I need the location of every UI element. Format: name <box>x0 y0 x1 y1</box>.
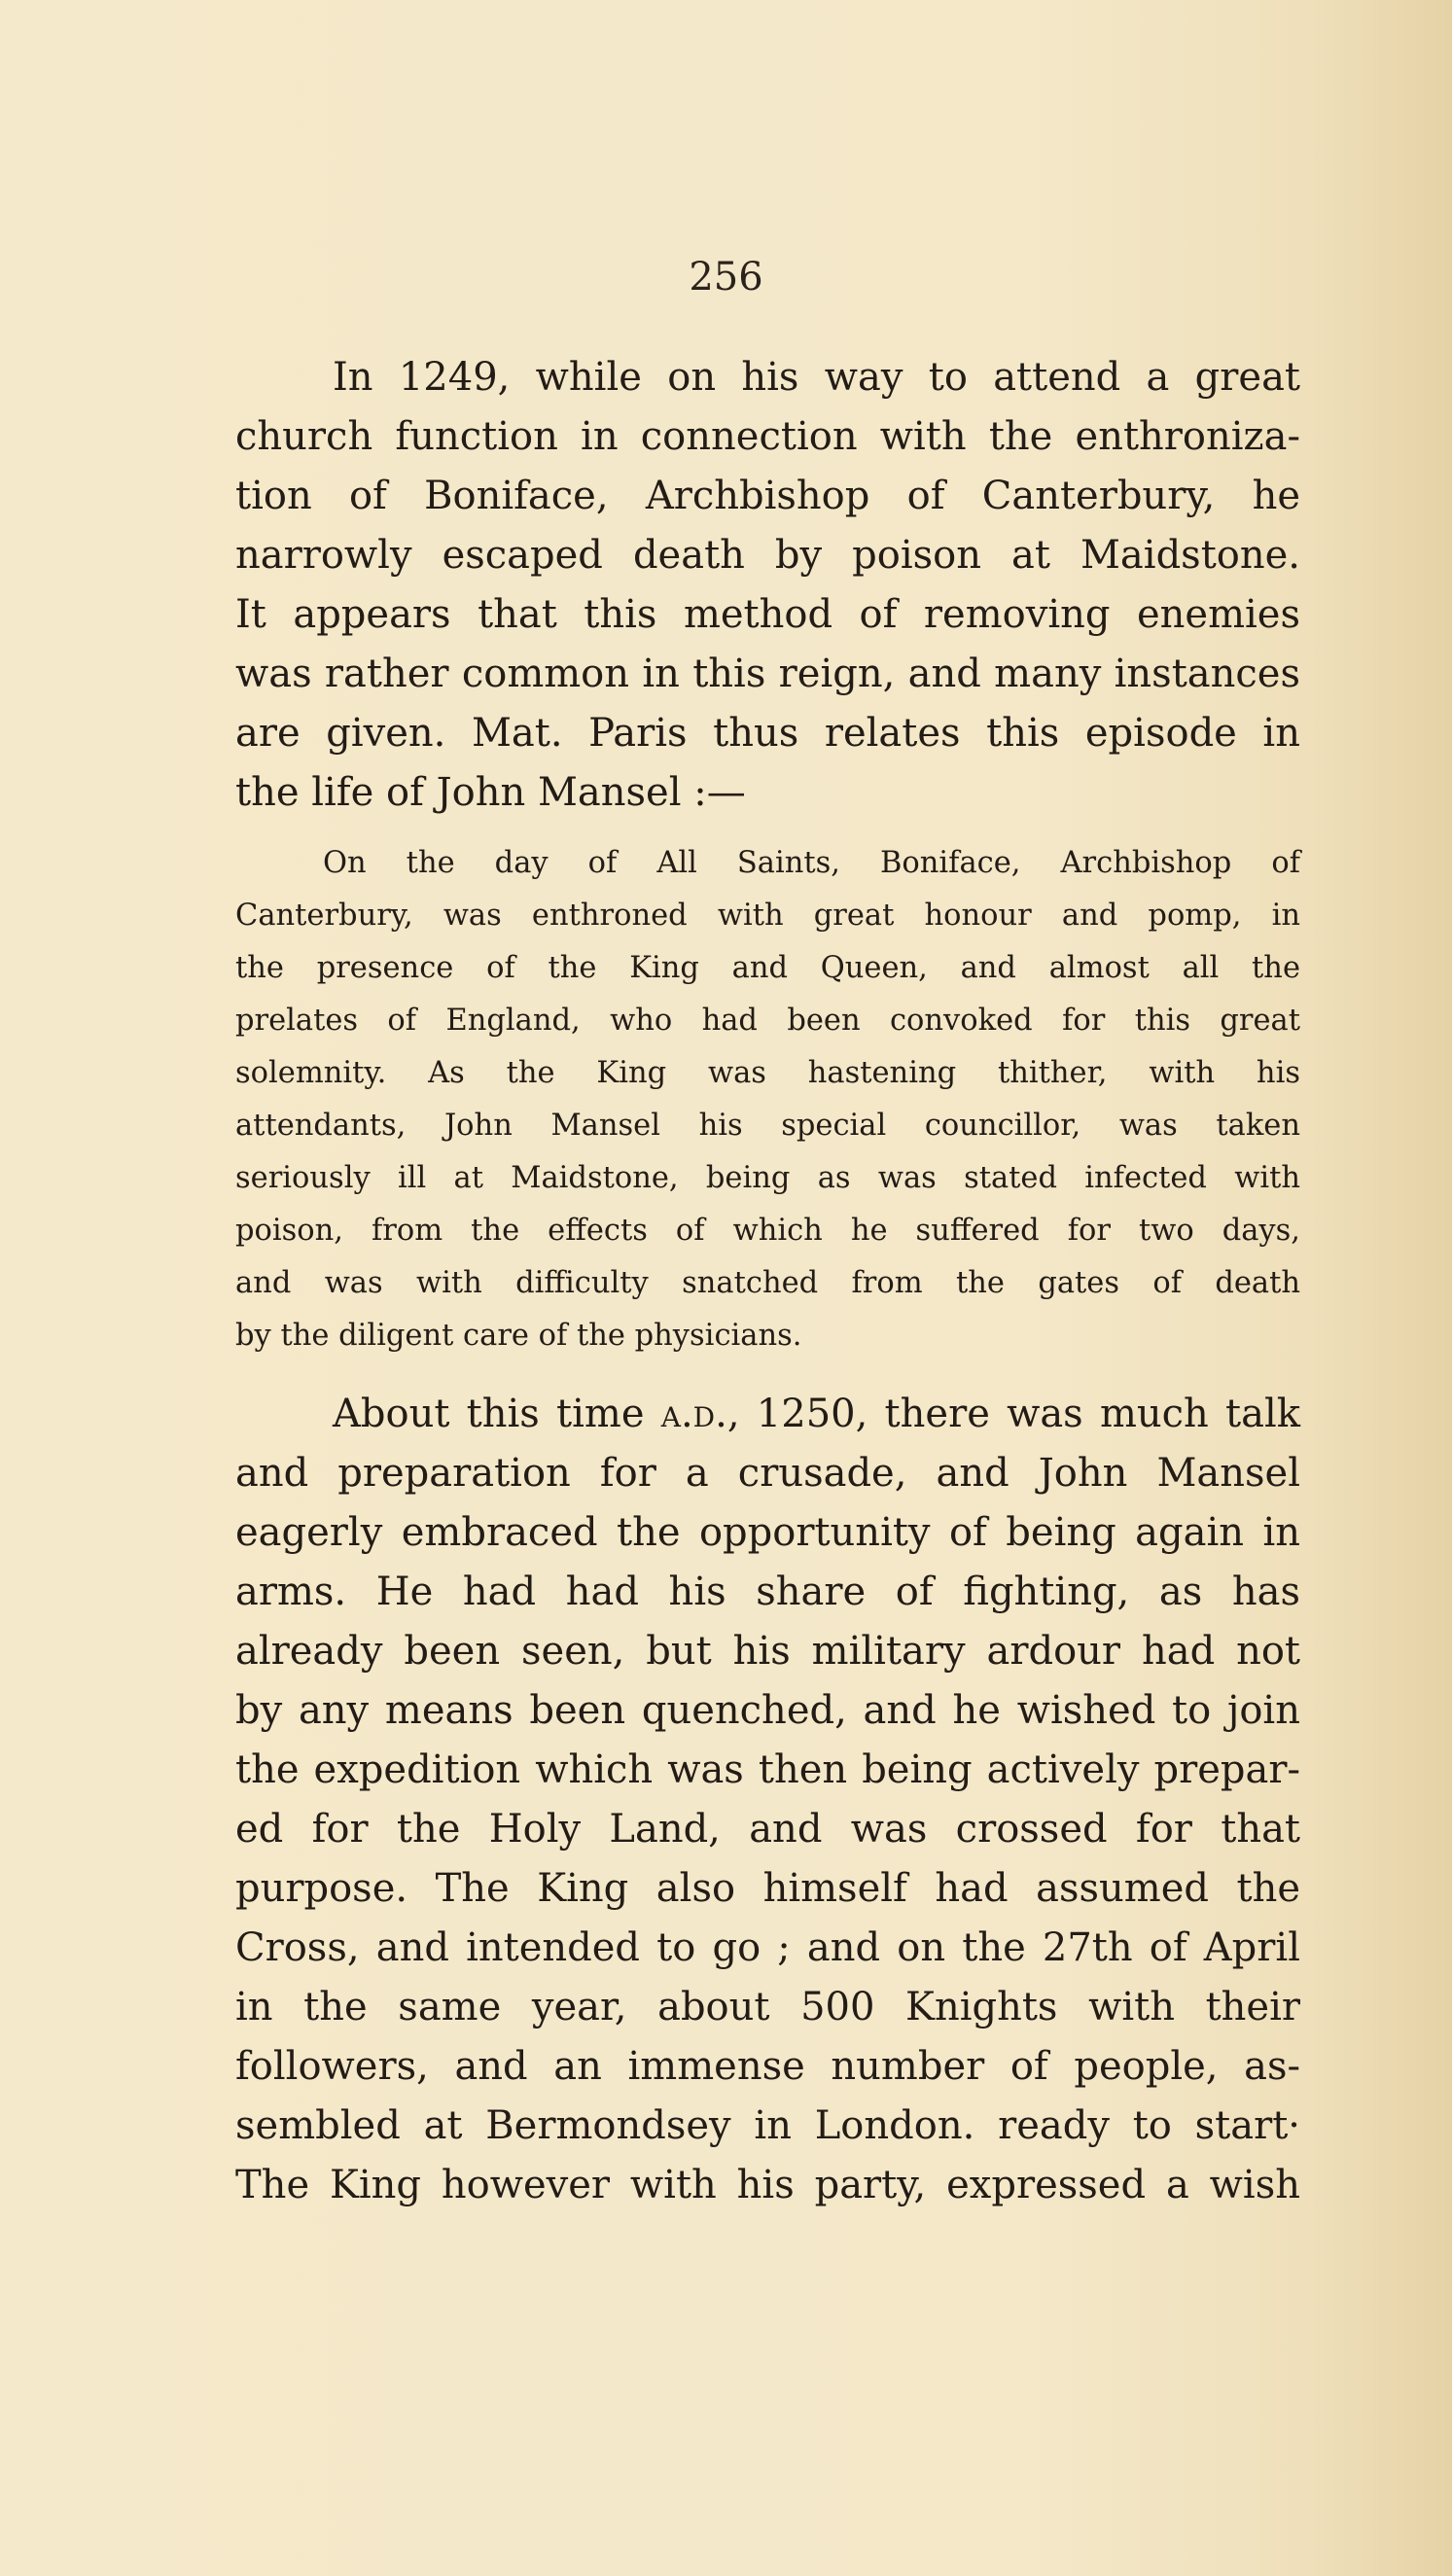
text-line: eagerly embraced the opportunity of being again in <box>235 1510 1300 1555</box>
quote-line: by the diligent care of the physicians. <box>235 1319 802 1353</box>
text-line: followers, and an immense number of people, as- <box>235 2044 1300 2089</box>
text-segment: , 1250, there was much talk <box>726 1392 1300 1436</box>
text-line: church function in connection with the enthroniza- <box>235 414 1300 459</box>
text-line: in the same year, about 500 Knights with their <box>235 1985 1300 2029</box>
text-line: already been seen, but his military ardour had not <box>235 1629 1300 1674</box>
text-line: and preparation for a crusade, and John Mansel <box>235 1451 1300 1496</box>
quote-line: solemnity. As the King was hastening thither, with his <box>235 1056 1300 1090</box>
text-line: narrowly escaped death by poison at Maidstone. <box>235 533 1300 578</box>
quotation-block <box>235 837 1300 1362</box>
text-line: by any means been quenched, and he wished to join <box>235 1688 1300 1733</box>
text-line: ed for the Holy Land, and was crossed for that <box>235 1807 1300 1852</box>
text-line: It appears that this method of removing enemies <box>235 592 1300 637</box>
paragraph-2 <box>235 1385 1300 2215</box>
text-line: Cross, and intended to go ; and on the 27th of April <box>235 1925 1300 1970</box>
text-line <box>235 1385 1300 1444</box>
quote-line: the presence of the King and Queen, and almost all the <box>235 951 1300 985</box>
text-line: tion of Boniface, Archbishop of Canterbury, he <box>235 474 1300 518</box>
paragraph-1 <box>235 348 1300 823</box>
text-line: purpose. The King also himself had assumed the <box>235 1866 1300 1911</box>
page-number: 256 <box>689 255 763 300</box>
quote-line: attendants, John Mansel his special councillor, was taken <box>235 1109 1300 1143</box>
text-line: was rather common in this reign, and many instances <box>235 652 1300 696</box>
quote-line: Canterbury, was enthroned with great honour and pomp, in <box>235 899 1300 933</box>
text-line: The King however with his party, expressed a wish <box>235 2163 1300 2207</box>
quote-line: poison, from the effects of which he suffered for two days, <box>235 1214 1300 1248</box>
text-line: are given. Mat. Paris thus relates this episode in <box>235 711 1300 756</box>
text-line: arms. He had had his share of fighting, as has <box>235 1570 1300 1614</box>
text-line: the life of John Mansel :— <box>235 770 746 815</box>
text-line: In 1249, while on his way to attend a great <box>333 355 1300 400</box>
text-segment: About this time <box>333 1392 661 1436</box>
quote-line: On the day of All Saints, Boniface, Archbishop of <box>323 846 1300 880</box>
anno-domini-abbrev: a.d. <box>660 1392 727 1436</box>
quote-line: seriously ill at Maidstone, being as was stated infected with <box>235 1161 1300 1195</box>
quote-line: and was with difficulty snatched from the gates of death <box>235 1266 1300 1300</box>
quote-line: prelates of England, who had been convoked for this great <box>235 1004 1300 1038</box>
text-line: the expedition which was then being actively prepar- <box>235 1747 1300 1792</box>
text-line: sembled at Bermondsey in London. ready to start· <box>235 2103 1300 2148</box>
